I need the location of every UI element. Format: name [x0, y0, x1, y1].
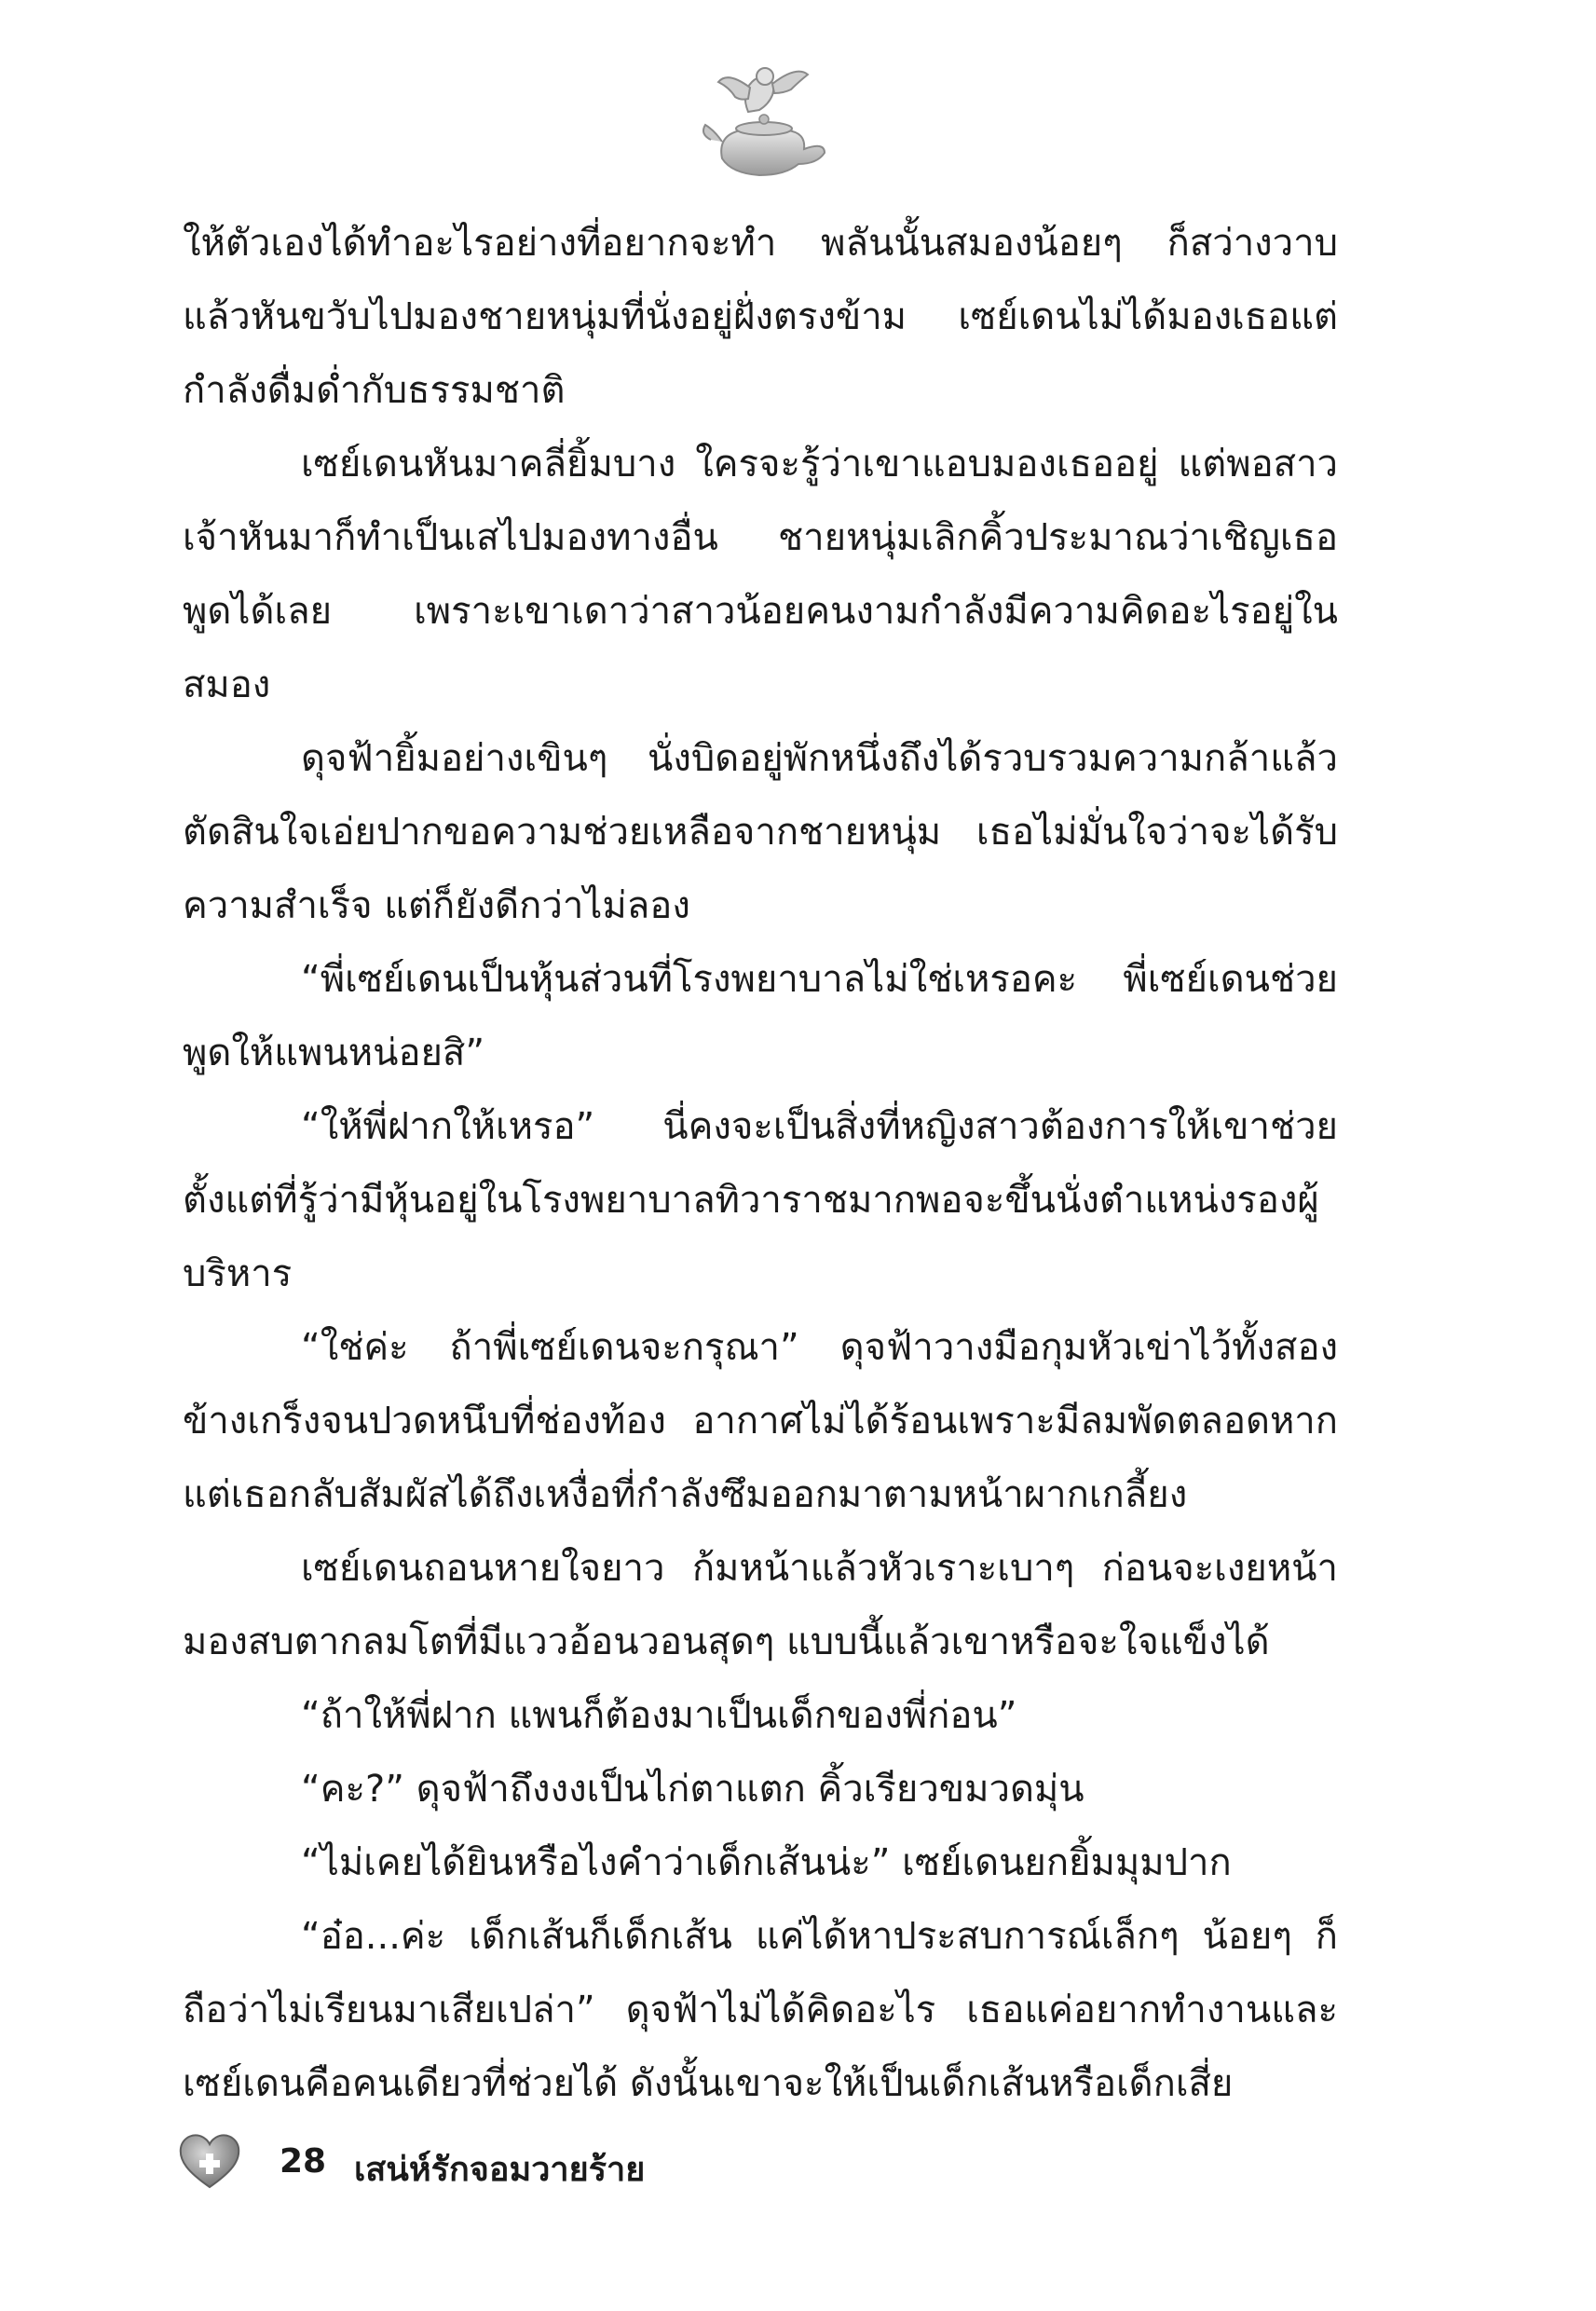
paragraph: “ไม่เคยได้ยินหรือไงคำว่าเด็กเส้นน่ะ” เซย์เดนยกยิ้มมุมปาก	[301, 1841, 1232, 1884]
paragraph: “ให้พี่ฝากให้เหรอ” นี่คงจะเป็นสิ่งที่หญิงสาวต้องการให้เขาช่วยตั้งแต่ที่รู้ว่ามีหุ้นอยู่ในโรงพยาบาลทิวาราชมากพอจะขึ้นนั่งตำแหน่งรองผู้บริหาร	[183, 1105, 1338, 1295]
paragraph: “คะ?” ดุจฟ้าถึงงงเป็นไก่ตาแตก คิ้วเรียวขมวดมุ่น	[301, 1768, 1084, 1811]
cupid-teapot-ornament-icon	[694, 56, 834, 186]
paragraph: ดุจฟ้ายิ้มอย่างเขินๆ นั่งบิดอยู่พักหนึ่งถึงได้รวบรวมความกล้าแล้วตัดสินใจเอ่ยปากขอความช่วยเหลือจากชายหนุ่ม เธอไม่มั่นใจว่าจะได้รับความสำเร็จ แต่ก็ยังดีกว่าไม่ลอง	[183, 737, 1338, 927]
body-text	[183, 207, 1338, 2121]
paragraph: “ถ้าให้พี่ฝาก แพนก็ต้องมาเป็นเด็กของพี่ก่อน”	[301, 1694, 1017, 1737]
page-number: 28	[280, 2142, 327, 2181]
paragraph: เซย์เดนถอนหายใจยาว ก้มหน้าแล้วหัวเราะเบาๆ ก่อนจะเงยหน้ามองสบตากลมโตที่มีแววอ้อนวอนสุดๆ แบบนี้แล้วเขาหรือจะใจแข็งได้	[183, 1547, 1338, 1663]
paragraph: “ใช่ค่ะ ถ้าพี่เซย์เดนจะกรุณา” ดุจฟ้าวางมือกุมหัวเข่าไว้ทั้งสองข้างเกร็งจนปวดหนึบที่ช่องท้อง อากาศไม่ได้ร้อนเพราะมีลมพัดตลอดหากแต่เธอกลับสัมผัสได้ถึงเหงื่อที่กำลังซึมออกมาตามหน้าผากเกลี้ยง	[183, 1326, 1338, 1516]
heart-plus-icon	[177, 2129, 242, 2191]
paragraph: เซย์เดนหันมาคลี่ยิ้มบาง ใครจะรู้ว่าเขาแอบมองเธออยู่ แต่พอสาวเจ้าหันมาก็ทำเป็นเสไปมองทางอื่น ชายหนุ่มเลิกคิ้วประมาณว่าเชิญเธอพูดได้เลย เพราะเขาเดาว่าสาวน้อยคนงามกำลังมีความคิดอะไรอยู่ในสมอง	[183, 443, 1338, 706]
book-title: เสน่ห์รักจอมวายร้าย	[354, 2151, 646, 2189]
paragraph: “พี่เซย์เดนเป็นหุ้นส่วนที่โรงพยาบาลไม่ใช่เหรอคะ พี่เซย์เดนช่วยพูดให้แพนหน่อยสิ”	[183, 958, 1338, 1074]
paragraph: “อ๋อ...ค่ะ เด็กเส้นก็เด็กเส้น แค่ได้หาประสบการณ์เล็กๆ น้อยๆ ก็ถือว่าไม่เรียนมาเสียเปล่า” ดุจฟ้าไม่ได้คิดอะไร เธอแค่อยากทำงานและเซย์เดนคือคนเดียวที่ช่วยได้ ดังนั้นเขาจะให้เป็นเด็กเส้นหรือเด็กเสี่ย	[183, 1915, 1338, 2105]
page-footer	[177, 2129, 829, 2204]
paragraph: ให้ตัวเองได้ทำอะไรอย่างที่อยากจะทำ พลันนั้นสมองน้อยๆ ก็สว่างวาบแล้วหันขวับไปมองชายหนุ่มที่นั่งอยู่ฝั่งตรงข้าม เซย์เดนไม่ได้มองเธอแต่กำลังดื่มด่ำกับธรรมชาติ	[183, 222, 1338, 412]
